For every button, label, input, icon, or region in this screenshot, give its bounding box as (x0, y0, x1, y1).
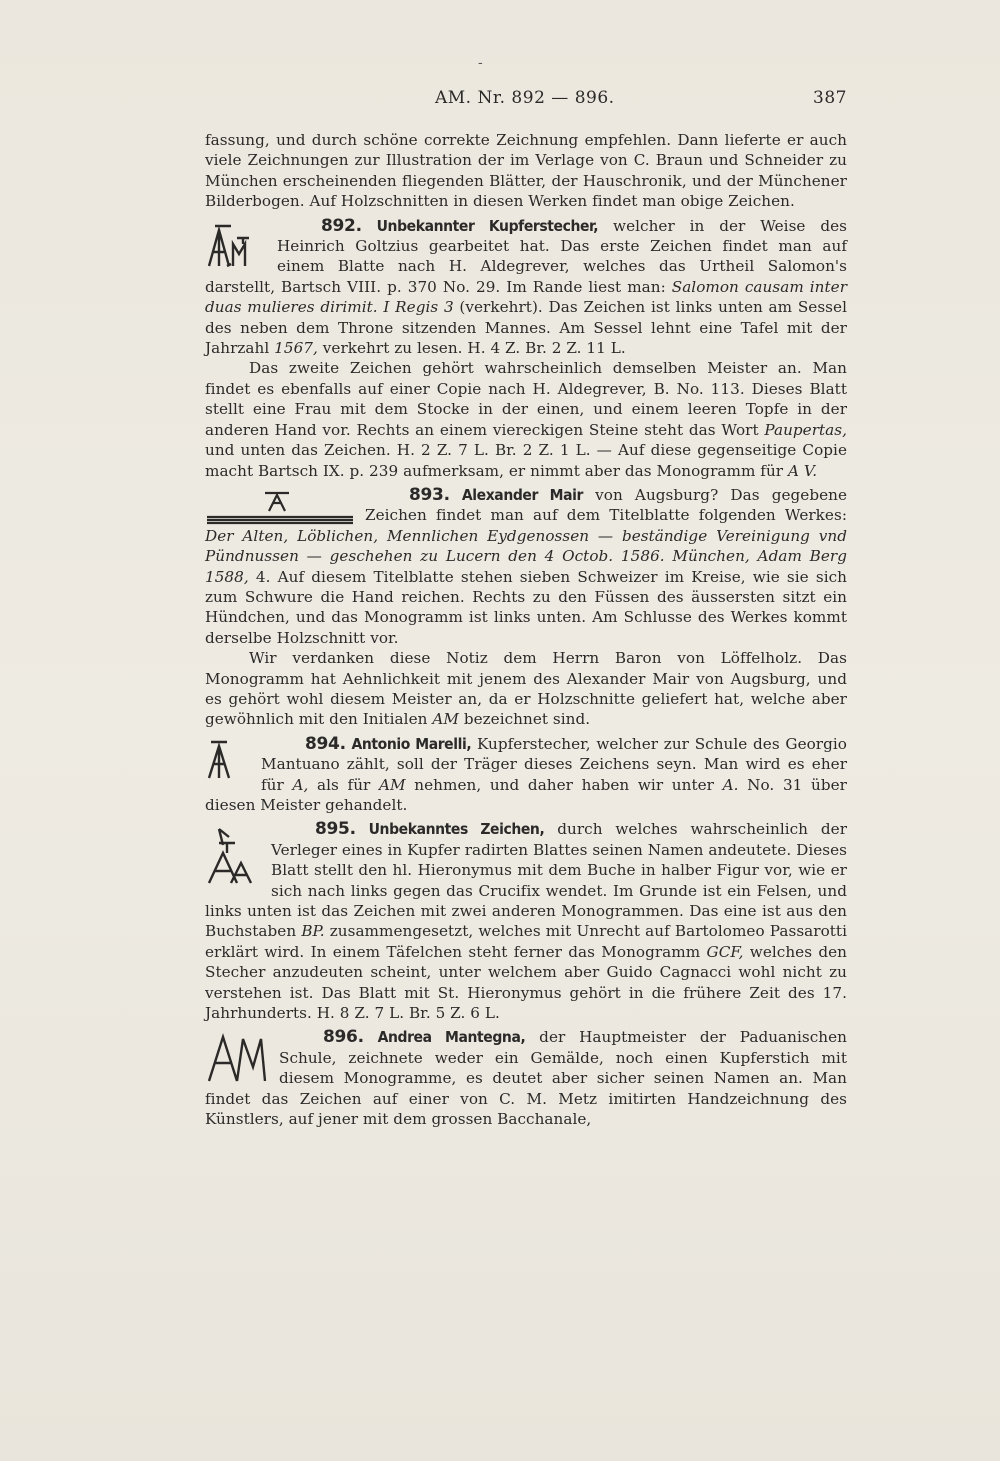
entry-894-paragraph-1 (205, 734, 847, 816)
entry-number: 895. (315, 819, 356, 840)
monogram-892 (205, 220, 267, 272)
entry-text: und unten das Zeichen. H. 2 Z. 7 L. Br. 2 Z. 1 L. — Auf diese gegenseitige Copie macht Bartsch IX. p. 239 aufmerksam, er nimmt aber das Monogramm für (205, 441, 847, 480)
monogram-895 (205, 823, 261, 889)
entry-text: durch welches wahrscheinlich der Verleger eines in Kupfer radirten Blattes seinen Namen andeutete. Dieses Blatt stellt den hl. Hieronymus mit dem Buche in halber Figur vor, wie er sich nach links gegen das Crucifix wendet. Im Grunde ist ein Felsen, und links unten ist das Zeichen mit zwei anderen Monogrammen. Das eine ist aus den Buchstaben (205, 820, 847, 941)
entry-text: Kupferstecher, welcher zur Schule des Georgio Mantuano zählt, soll der Träger dieses Zeichens seyn. Man wird es eher für (261, 734, 847, 794)
running-head (205, 88, 847, 108)
monogram-896 (205, 1031, 269, 1085)
entry-emphasis: AM (379, 775, 406, 794)
entry-893-paragraph-2 (205, 648, 847, 730)
entry-name: Antonio Marelli, (351, 734, 472, 753)
entry-895 (205, 819, 847, 1023)
entry-text: bezeichnet sind. (458, 710, 591, 729)
entry-name: Unbekannter Kupferstecher, (376, 216, 599, 235)
monogram-894 (205, 738, 251, 782)
page-number: 387 (813, 88, 847, 108)
monogram-893-wrap (205, 489, 355, 525)
monogram-893 (205, 489, 355, 525)
entry-emphasis: AM (432, 710, 459, 729)
entry-896 (205, 1027, 847, 1129)
monogram-895-wrap (205, 823, 261, 889)
entry-number: 893. (409, 484, 450, 505)
entry-emphasis: A V. (787, 461, 818, 480)
intro-paragraph: fassung, und durch schöne correkte Zeichnung empfehlen. Dann lieferte er auch viele Zeichnungen zur Illustration der im Verlage von C. Braun und Schneider zu München erscheinenden fliegenden Blätter, der Hauschronik, und der Münchener Bilderbogen. Auf Holzschnitten in diesen Werken findet man obige Zeichen. (205, 131, 847, 211)
monogram-894-wrap (205, 738, 251, 782)
entry-emphasis: BP. (301, 922, 325, 941)
entry-emphasis: Der Alten, Löblichen, Mennlichen Eydgenossen — beständige Vereinigung vnd Pündnussen — geschehen zu Lucern den 4 Octob. 1586. München, Adam Berg 1588, (205, 526, 847, 586)
entry-text: von Augsburg? Das gegebene Zeichen findet man auf dem Titelblatte folgenden Werkes: (365, 485, 847, 525)
entry-894 (205, 734, 847, 816)
monogram-892-wrap (205, 220, 267, 272)
entry-emphasis: GCF, (706, 942, 744, 961)
entry-893-paragraph-1 (205, 485, 847, 648)
folio-mark: - (478, 55, 483, 71)
entry-text: 4. Auf diesem Titelblatte stehen sieben Schweizer im Kreise, wie sie sich zum Schwure die Hand reichen. Rechts zu den Füssen des äussersten sitzt ein Hündchen, und das Monogramm ist links unten. Am Schlusse des Werkes kommt derselbe Holzschnitt vor. (205, 567, 847, 647)
entry-number: 896. (323, 1027, 364, 1048)
entry-text: (verkehrt). Das Zeichen ist links unten am Sessel des neben dem Throne sitzenden Mannes. Am Sessel lehnt eine Tafel mit der Jahrzahl (205, 298, 847, 358)
entry-892-paragraph-1 (205, 216, 847, 359)
entry-text: Wir verdanken diese Notiz dem Herrn Baron von Löffelholz. Das Monogramm hat Aehnlichkeit mit jenem des Alexander Mair von Augsburg, und es gehört wohl diesem Meister an, da er Holzschnitte geliefert hat, welche aber gewöhnlich mit den Initialen (205, 649, 847, 729)
monogram-896-wrap (205, 1031, 269, 1085)
entry-text: zusammengesetzt, welches mit Unrecht auf Bartolomeo Passarotti erklärt wird. In einem Täfelchen steht ferner das Monogramm (205, 922, 847, 961)
entry-name: Alexander Mair (461, 485, 584, 504)
entry-emphasis: Paupertas, (764, 420, 847, 439)
entry-text: Das zweite Zeichen gehört wahrscheinlich demselben Meister an. Man findet es ebenfalls auf einer Copie nach H. Aldegrever, B. No. 113. Dieses Blatt stellt eine Frau mit dem Stocke in der einen, und einem leeren Topfe in der anderen Hand vor. Rechts an einem viereckigen Steine steht das Wort (205, 359, 847, 439)
entry-text: welcher in der Weise des Heinrich Goltzius gearbeitet hat. Das erste Zeichen findet man auf einem Blatte nach H. Aldegrever, welches das Urtheil Salomon's darstellt, Bartsch VIII. p. 370 No. 29. Im Rande liest man: (205, 216, 847, 296)
page-body (205, 130, 847, 1134)
entry-name: Andrea Mantegna, (377, 1028, 526, 1047)
entry-emphasis: A. (722, 775, 739, 794)
entry-name: Unbekanntes Zeichen, (368, 820, 545, 839)
entry-892 (205, 216, 847, 481)
entry-emphasis: A, (292, 775, 309, 794)
entry-emphasis: Salomon causam inter duas mulieres dirimit. I Regis 3 (205, 277, 847, 317)
entry-text: nehmen, und daher haben wir unter (405, 775, 723, 794)
entry-text: No. 31 über diesen Meister gehandelt. (205, 775, 847, 814)
entry-893 (205, 485, 847, 730)
entry-emphasis: 1567, (274, 339, 318, 358)
entry-number: 894. (305, 733, 346, 754)
header-title: AM. Nr. 892 — 896. (435, 88, 615, 108)
entry-892-paragraph-2 (205, 358, 847, 480)
entry-text: welches den Stecher anzudeuten scheint, unter welchem aber Guido Cagnacci wohl nicht zu verstehen ist. Das Blatt mit St. Hieronymus gehört in die frühere Zeit des 17. Jahrhunderts. H. 8 Z. 7 L. Br. 5 Z. 6 L. (205, 942, 847, 1023)
entry-text: verkehrt zu lesen. H. 4 Z. Br. 2 Z. 11 L. (317, 339, 626, 358)
entry-text: der Hauptmeister der Paduanischen Schule, zeichnete weder ein Gemälde, noch einen Kupferstich mit diesem Monogramme, es deutet aber sicher seinen Namen an. Man findet das Zeichen auf einer von C. M. Metz imitirten Handzeichnung des Künstlers, auf jener mit dem grossen Bacchanale, (205, 1028, 847, 1129)
entry-number: 892. (321, 215, 362, 236)
entry-text: als für (308, 775, 380, 794)
entry-896-paragraph-1 (205, 1027, 847, 1129)
entry-895-paragraph-1 (205, 819, 847, 1023)
